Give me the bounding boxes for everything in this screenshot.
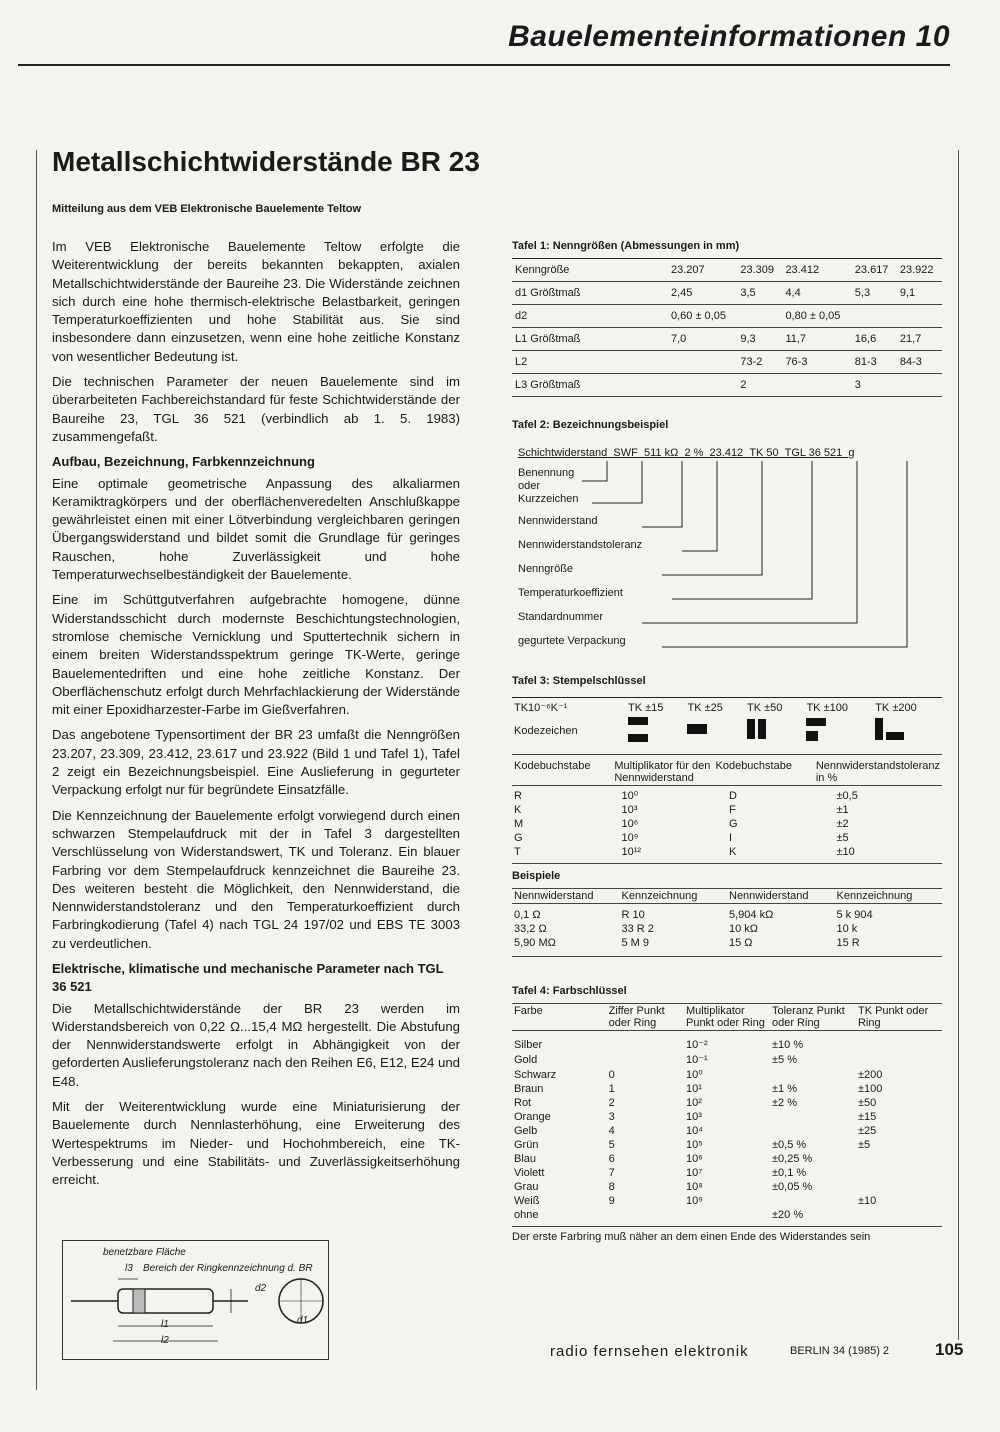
paragraph: Mit der Weiterentwicklung wurde eine Miniaturisierung der Bauelemente durch Nennlasterhöhung, eine Erweiterung des Wertespektrums im Nieder- und Hochohmbereich, eine TK-Verbesserung und eine Stabilitäts- und Zuverlässigkeitserhöhung erreicht. bbox=[52, 1099, 460, 1188]
table-cell: 23.309 bbox=[737, 259, 782, 282]
table-row bbox=[512, 1152, 942, 1166]
table-cell: M bbox=[514, 818, 524, 830]
designation-part: SWF bbox=[613, 447, 638, 459]
table-cell bbox=[770, 1194, 856, 1208]
code-label: Kodezeichen bbox=[514, 724, 578, 737]
paragraph: Eine optimale geometrische Anpassung des alkaliarmen Keramiktragkörpers und der oberflächenveredelten Anschlußkappe gewährleistet einen mit einer Lötverbindung vergleichbaren geringen Übergangswiderstand und bildet somit die Grundlage für geringes Rauschen, hohe Zuverlässigkeit und hohe Temperaturwechselbeständigkeit der Bauelemente. bbox=[52, 475, 460, 583]
table-row bbox=[512, 1037, 942, 1052]
table-cell: 16,6 bbox=[852, 328, 897, 351]
table-code-rows bbox=[512, 788, 942, 859]
code-mark bbox=[745, 715, 804, 746]
table-cell: 5 M 9 bbox=[621, 937, 650, 949]
table-row bbox=[512, 1052, 942, 1067]
table-examples bbox=[512, 908, 942, 950]
table-cell: Kenngröße bbox=[512, 259, 668, 282]
table-cell: ±15 bbox=[857, 1111, 877, 1123]
table-cell: 10⁹ bbox=[621, 832, 639, 844]
table-cell: ±1 bbox=[836, 804, 849, 816]
paragraph: Die technischen Parameter der neuen Bauelemente sind im überarbeiteten Fachbereichstandard für feste Schichtwiderstände der Baureihe 23, TGL 36 521 (verbindlich ab 1. 5. 1983) zusammengefaßt. bbox=[52, 374, 460, 444]
table-cell: ±2 % bbox=[771, 1097, 797, 1109]
table-row bbox=[512, 1180, 942, 1194]
table-cell: 10¹ bbox=[685, 1083, 702, 1095]
table-row bbox=[512, 351, 942, 374]
resistor-figure bbox=[62, 1240, 329, 1360]
tk-label: TK10⁻⁶K⁻¹ bbox=[514, 702, 568, 714]
table-row bbox=[512, 374, 942, 397]
column-header: Multiplikator Punkt oder Ring bbox=[685, 1005, 765, 1029]
table-cell: 73-2 bbox=[737, 351, 782, 374]
table-caption: Tafel 2: Bezeichnungsbeispiel bbox=[512, 419, 669, 431]
code-mark bbox=[685, 715, 744, 746]
table-cell: 21,7 bbox=[897, 328, 942, 351]
table-cell: ±50 bbox=[857, 1097, 877, 1109]
table-cell bbox=[897, 374, 942, 397]
table-cell: 0 bbox=[608, 1068, 615, 1081]
table-cell: ±10 % bbox=[771, 1038, 804, 1051]
table-cell: F bbox=[729, 804, 736, 816]
table-cell: 2 bbox=[608, 1097, 615, 1109]
table-cell: ±200 bbox=[857, 1068, 883, 1081]
table-row bbox=[512, 803, 942, 817]
tk-value: TK ±200 bbox=[875, 701, 917, 714]
table-row bbox=[512, 908, 942, 922]
paragraph: Das angebotene Typensortiment der BR 23 umfaßt die Nenngrößen 23.207, 23.309, 23.412, 23.617 und 23.922 (Bild 1 und Tafel 1), Tafel 2 zeigt ein Bezeichnungsbeispiel. Eine Auslieferung in gegurteter Verpackung erfolgt nur für begründete Einsatzfälle. bbox=[52, 727, 460, 798]
table-cell: 9 bbox=[608, 1195, 615, 1207]
header-title: Bauelementeinformationen 10 bbox=[508, 20, 950, 53]
table-cell: ±2 bbox=[836, 818, 849, 830]
table-cell: 23.207 bbox=[668, 259, 737, 282]
table-cell bbox=[668, 351, 737, 374]
table-row bbox=[512, 1082, 942, 1096]
table-caption: Tafel 3: Stempelschlüssel bbox=[512, 675, 646, 687]
table-cell: 9,1 bbox=[897, 282, 942, 305]
table-cell: Blau bbox=[514, 1153, 537, 1165]
table-cell: 7 bbox=[608, 1167, 615, 1179]
figure-label: d1 bbox=[297, 1315, 309, 1326]
table-cell: ±25 bbox=[857, 1125, 877, 1137]
column-header: Multiplikator für den Nennwiderstand bbox=[614, 760, 711, 784]
column-header: Nennwiderstand bbox=[729, 890, 809, 902]
table-cell: L3 Größtmaß bbox=[512, 374, 668, 397]
table-cell: K bbox=[729, 846, 737, 858]
table-cell: ±1 % bbox=[771, 1083, 797, 1095]
table-cell: 10⁶ bbox=[621, 818, 639, 830]
table-tk-codes bbox=[512, 700, 942, 746]
designation-part: 2 % bbox=[684, 447, 704, 459]
table-cell: ±20 % bbox=[771, 1209, 804, 1221]
column-header: Kennzeichnung bbox=[836, 890, 913, 902]
table-cell: L1 Größtmaß bbox=[512, 328, 668, 351]
tk-value: TK ±100 bbox=[806, 701, 848, 714]
table-cell: 11,7 bbox=[782, 328, 851, 351]
article-subtitle: Mitteilung aus dem VEB Elektronische Bauelemente Teltow bbox=[52, 203, 362, 215]
table-cell: Silber bbox=[514, 1038, 543, 1051]
table-cell bbox=[607, 1037, 684, 1052]
designation-example bbox=[512, 445, 942, 665]
table-cell: Gold bbox=[514, 1053, 538, 1066]
table-cell: d2 bbox=[512, 305, 668, 328]
designation-part: 23.412 bbox=[709, 447, 744, 459]
column-header: Kennzeichnung bbox=[621, 890, 698, 902]
table-cell bbox=[607, 1208, 684, 1222]
section-heading: Aufbau, Bezeichnung, Farbkennzeichnung bbox=[52, 454, 315, 470]
table-cell: ±5 bbox=[857, 1139, 871, 1151]
table-cell: R 10 bbox=[621, 909, 645, 921]
table-cell: 23.412 bbox=[782, 259, 851, 282]
table-cell: Schwarz bbox=[514, 1068, 557, 1081]
table-cell: 10⁴ bbox=[685, 1125, 703, 1137]
table-row bbox=[512, 1166, 942, 1180]
table-cell bbox=[856, 1180, 942, 1194]
table-cell bbox=[607, 1052, 684, 1067]
table-cell: T bbox=[514, 846, 521, 858]
code-mark bbox=[873, 715, 942, 746]
designation-part: TK 50 bbox=[749, 447, 779, 459]
table-cell: ±0,05 % bbox=[771, 1181, 813, 1193]
table-cell: K bbox=[514, 804, 522, 816]
table-cell: 5 k 904 bbox=[836, 909, 873, 921]
column-header: Kodebuchstabe bbox=[514, 760, 591, 772]
right-margin-line bbox=[958, 150, 959, 1340]
header-rule bbox=[18, 64, 950, 66]
table-cell bbox=[856, 1152, 942, 1166]
section-heading: Elektrische, klimatische und mechanische Parameter nach TGL 36 521 bbox=[52, 960, 444, 995]
designation-label: Nennwiderstand bbox=[518, 515, 598, 527]
table-cell: 10⁰ bbox=[621, 790, 639, 802]
table-cell: 1 bbox=[608, 1083, 615, 1095]
table-row bbox=[512, 1096, 942, 1110]
article-title: Metallschichtwiderstände BR 23 bbox=[52, 146, 480, 177]
column-header: Nennwiderstand bbox=[514, 890, 594, 902]
figure-label: benetzbare Fläche bbox=[103, 1247, 186, 1258]
designation-label: Nennwiderstandstoleranz bbox=[518, 539, 643, 551]
table-cell: 6 bbox=[608, 1153, 615, 1165]
designation-label: Standardnummer bbox=[518, 611, 603, 623]
table-cell: 2,45 bbox=[668, 282, 737, 305]
page-number: 105 bbox=[935, 1340, 964, 1359]
table-caption: Tafel 4: Farbschlüssel bbox=[512, 985, 627, 997]
left-margin-line bbox=[36, 150, 37, 1390]
table-cell bbox=[737, 305, 782, 328]
table-row bbox=[512, 1138, 942, 1152]
table-cell: 8 bbox=[608, 1181, 615, 1193]
table-cell: Gelb bbox=[514, 1125, 538, 1137]
table-cell: 0,80 ± 0,05 bbox=[782, 305, 851, 328]
table-cell: 3 bbox=[852, 374, 897, 397]
figure-label: Bereich der Ringkennzeichnung d. BR bbox=[143, 1263, 313, 1274]
table-cell: D bbox=[729, 789, 737, 802]
table-cell bbox=[856, 1166, 942, 1180]
designation-part: Schichtwiderstand bbox=[518, 447, 608, 459]
designation-label: Temperaturkoeffizient bbox=[518, 587, 623, 599]
table-cell bbox=[668, 374, 737, 397]
table-row bbox=[512, 328, 942, 351]
table-cell bbox=[770, 1110, 856, 1124]
designation-part: g bbox=[848, 447, 855, 459]
table-row bbox=[512, 1194, 942, 1208]
examples-title: Beispiele bbox=[512, 870, 561, 882]
table-cell: 3 bbox=[608, 1111, 615, 1123]
table-cell: 5 bbox=[608, 1139, 615, 1151]
publication-name: radio fernsehen elektronik bbox=[550, 1343, 749, 1360]
table-caption: Tafel 1: Nenngrößen (Abmessungen in mm) bbox=[512, 240, 740, 252]
table-cell: 4 bbox=[608, 1125, 615, 1137]
figure-label: l3 bbox=[125, 1263, 133, 1274]
tables-column bbox=[512, 240, 942, 1243]
table-row bbox=[512, 936, 942, 950]
table-color-code bbox=[512, 1037, 942, 1222]
paragraph: Die Kennzeichnung der Bauelemente erfolgt vorwiegend durch einen schwarzen Stempelaufdruck mit der in Tafel 3 dargestellten Verschlüsselung von Widerstandswert, TK und Toleranz. Ein blauer Farbring vor dem Stempelaufdruck kennzeichnet die Baureihe 23. Des weiteren besteht die Möglichkeit, den Nennwiderstand, die Nennwiderstandstoleranz und den Temperaturkoeffizient durch Farbringkodierung (Tafel 4) nach TGL 24 197/02 und EBS TE 3003 zu verdeutlichen. bbox=[52, 807, 460, 951]
table-cell: 10⁷ bbox=[685, 1167, 703, 1179]
table-cell: 0,60 ± 0,05 bbox=[668, 305, 737, 328]
table-cell: 10³ bbox=[621, 804, 638, 816]
designation-leaders bbox=[512, 445, 942, 665]
table-cell: 4,4 bbox=[782, 282, 851, 305]
table-row bbox=[512, 817, 942, 831]
table-nenngroessen bbox=[512, 258, 942, 397]
tk-value: TK ±25 bbox=[687, 701, 723, 714]
table-cell bbox=[856, 1052, 942, 1067]
table-cell: Orange bbox=[514, 1111, 551, 1123]
paragraph: Im VEB Elektronische Bauelemente Teltow erfolgte die Weiterentwicklung der bereits bekannten bekappten, axialen Metallschichtwiderstände der Baureihe 23. Die Widerstände zeichnen sich durch eine hohe thermisch-elektrische Belastbarkeit, geringen Temperaturkoeffizienten und hohe Stabilität aus. Sie sind insbesondere dann einzusetzen, wenn eine hohe zeitliche Konstanz von wesentlicher Bedeutung ist. bbox=[52, 239, 460, 364]
table-cell: 5,3 bbox=[852, 282, 897, 305]
table-cell: 2 bbox=[737, 374, 782, 397]
designation-label-text: Benennung bbox=[518, 467, 575, 479]
table-cell bbox=[897, 305, 942, 328]
table-cell bbox=[684, 1208, 770, 1222]
table-row bbox=[512, 1110, 942, 1124]
table-cell bbox=[782, 374, 851, 397]
table-row bbox=[512, 1208, 942, 1222]
table-row bbox=[512, 259, 942, 282]
table-row bbox=[512, 845, 942, 859]
article-body bbox=[52, 238, 460, 1197]
table-row bbox=[512, 922, 942, 936]
table-color-code-head bbox=[512, 1004, 942, 1030]
table-cell: 5,904 kΩ bbox=[729, 909, 774, 921]
table-cell: ±10 bbox=[836, 846, 855, 858]
table-cell: 10³ bbox=[685, 1111, 702, 1123]
column-header: Kodebuchstabe bbox=[715, 760, 792, 772]
table-cell: 10⁰ bbox=[685, 1069, 703, 1081]
table-cell: 0,1 Ω bbox=[514, 909, 541, 921]
table-cell: 3,5 bbox=[737, 282, 782, 305]
table-cell: 10⁹ bbox=[685, 1195, 703, 1207]
table-cell: 33,2 Ω bbox=[514, 923, 547, 935]
figure-label: d2 bbox=[255, 1283, 267, 1294]
table-cell: 5,90 MΩ bbox=[514, 937, 556, 949]
table-cell: 76-3 bbox=[782, 351, 851, 374]
table-cell: ±5 % bbox=[771, 1053, 797, 1066]
table-cell: 10⁻¹ bbox=[685, 1054, 708, 1066]
designation-label-text: Kurzzeichen bbox=[518, 493, 579, 505]
table-cell: ±0,5 % bbox=[771, 1139, 807, 1151]
table-cell: G bbox=[729, 818, 738, 830]
table-cell: 15 R bbox=[836, 937, 860, 949]
paragraph: Die Metallschichtwiderstände der BR 23 werden im Widerstandsbereich von 0,22 Ω...15,4 MΩ hergestellt. Die Abstufung der Nennwiderstandswerte erfolgt in Abhängigkeit von der geforderten Auslieferungstoleranz nach den Reihen E6, E12, E24 und E48. bbox=[52, 1000, 460, 1089]
figure-label: l2 bbox=[161, 1335, 169, 1346]
column-header: Nennwiderstandstoleranz in % bbox=[815, 760, 940, 784]
table-cell: 10⁸ bbox=[685, 1181, 703, 1193]
table-cell: 15 Ω bbox=[729, 937, 753, 949]
column-header: Farbe bbox=[514, 1005, 543, 1017]
designation-label: Nenngröße bbox=[518, 563, 574, 575]
table-cell bbox=[856, 1208, 942, 1222]
table-cell: 33 R 2 bbox=[621, 923, 654, 935]
table-cell: ±5 bbox=[836, 832, 849, 844]
table-row bbox=[512, 831, 942, 845]
table-cell: L2 bbox=[512, 351, 668, 374]
table-cell: 10 kΩ bbox=[729, 923, 759, 935]
publication-volume: BERLIN 34 (1985) 2 bbox=[790, 1345, 890, 1357]
table-cell: 10⁵ bbox=[685, 1139, 703, 1151]
table-cell: ±100 bbox=[857, 1083, 883, 1095]
table-cell: I bbox=[729, 832, 733, 844]
table-cell: R bbox=[514, 789, 522, 802]
table-cell: Rot bbox=[514, 1097, 532, 1109]
table-cell bbox=[852, 305, 897, 328]
tk-value: TK ±50 bbox=[746, 701, 783, 714]
table-cell: Weiß bbox=[514, 1195, 540, 1207]
code-mark bbox=[804, 715, 873, 746]
table-cell: ±0,5 bbox=[836, 789, 858, 802]
table-row bbox=[512, 1067, 942, 1082]
table-cell: Braun bbox=[514, 1083, 544, 1095]
designation-part: 511 kΩ bbox=[643, 447, 679, 459]
table-examples-head bbox=[512, 889, 942, 903]
table-cell: 10² bbox=[685, 1097, 702, 1109]
table-row bbox=[512, 1124, 942, 1138]
column-header: TK Punkt oder Ring bbox=[857, 1005, 929, 1029]
table-cell bbox=[856, 1037, 942, 1052]
designation-label: gegurtete Verpackung bbox=[518, 635, 626, 647]
code-mark bbox=[626, 715, 685, 746]
table-cell: ±10 bbox=[857, 1195, 877, 1207]
table-cell: G bbox=[514, 832, 523, 844]
table-cell: 7,0 bbox=[668, 328, 737, 351]
paragraph: Eine im Schüttgutverfahren aufgebrachte homogene, dünne Widerstandsschicht durch modernste Beschichtungstechnologien, stromlose chemische Vernicklung und Sputtertechnik sichern in einem breiten Widerstandsspektrum geringe TK-Werte, geringe Bauelementedriften und eine hohe zeitliche Konstanz. Der Oberflächenschutz erfolgt durch Mehrfachlackierung der Widerstände mit einer Epoxidharzester-Farbe im Gießverfahren. bbox=[52, 592, 460, 718]
table-code-letters bbox=[512, 759, 942, 785]
table-cell: ohne bbox=[514, 1209, 539, 1221]
table-row bbox=[512, 305, 942, 328]
table-cell: 10¹² bbox=[621, 846, 642, 858]
resistor-drawing bbox=[63, 1241, 328, 1359]
table-cell bbox=[770, 1124, 856, 1138]
table-cell: d1 Größtmaß bbox=[512, 282, 668, 305]
table-cell: 81-3 bbox=[852, 351, 897, 374]
table-cell bbox=[770, 1067, 856, 1082]
table-cell: Violett bbox=[514, 1167, 545, 1179]
table-cell: 10 k bbox=[836, 923, 858, 935]
designation-label-text: oder bbox=[518, 480, 541, 492]
table-row bbox=[512, 788, 942, 803]
figure-label: l1 bbox=[161, 1319, 169, 1330]
table-cell: 9,3 bbox=[737, 328, 782, 351]
table-cell: ±0,1 % bbox=[771, 1167, 807, 1179]
designation-part: TGL 36 521 bbox=[784, 447, 843, 459]
table-cell: 10⁶ bbox=[685, 1153, 703, 1165]
table-cell: 23.922 bbox=[897, 259, 942, 282]
column-header: Toleranz Punkt oder Ring bbox=[771, 1005, 845, 1029]
table-cell: Grün bbox=[514, 1139, 539, 1151]
table-cell: Grau bbox=[514, 1181, 539, 1193]
table-cell: 23.617 bbox=[852, 259, 897, 282]
table-cell: ±0,25 % bbox=[771, 1153, 813, 1165]
table-cell: 84-3 bbox=[897, 351, 942, 374]
table-note: Der erste Farbring muß näher an dem einen Ende des Widerstandes sein bbox=[512, 1231, 871, 1243]
column-header: Ziffer Punkt oder Ring bbox=[608, 1005, 665, 1029]
tk-value: TK ±15 bbox=[628, 701, 664, 714]
table-cell: 10⁻² bbox=[685, 1039, 708, 1051]
table-row bbox=[512, 282, 942, 305]
